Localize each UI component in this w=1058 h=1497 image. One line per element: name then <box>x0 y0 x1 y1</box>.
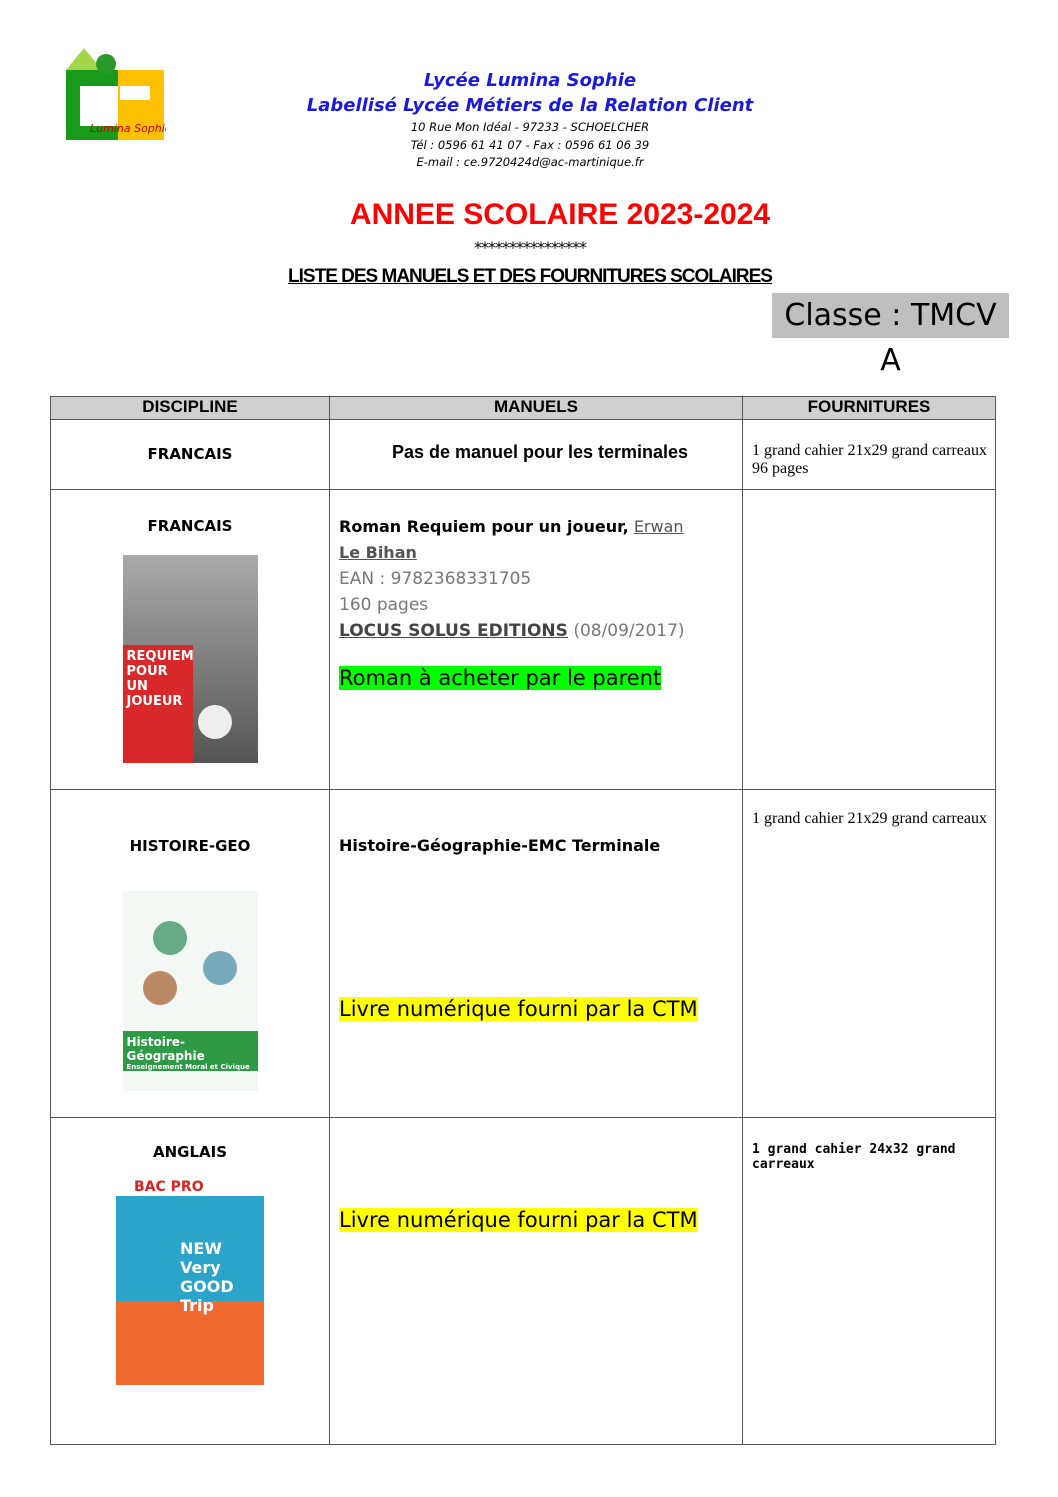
school-year: ANNEE SCOLAIRE 2023-2024 <box>349 198 771 231</box>
class-label: Classe : TMCV A <box>772 293 1009 338</box>
header-discipline: DISCIPLINE <box>51 397 330 420</box>
discipline-cell <box>51 1118 330 1445</box>
discipline: FRANCAIS <box>147 517 233 535</box>
school-email: E-mail : ce.9720424d@ac-martinique.fr <box>416 155 644 169</box>
fournitures: 1 grand cahier 21x29 grand carreaux <box>743 790 996 1118</box>
school-logo <box>62 46 166 142</box>
svg-text:Lumina Sophie: Lumina Sophie <box>90 122 166 135</box>
discipline: ANGLAIS <box>152 1143 228 1161</box>
author-link[interactable]: Erwan <box>633 517 684 536</box>
manuel-cell <box>330 490 743 790</box>
cover-title: REQUIEM POUR UN JOUEUR <box>123 645 193 763</box>
purchase-note: Roman à acheter par le parent <box>339 666 662 690</box>
cover-subtitle: NEW Very GOOD Trip <box>180 1239 234 1315</box>
manuel: Pas de manuel pour les terminales <box>330 420 743 490</box>
discipline-cell <box>51 490 330 790</box>
fournitures <box>743 490 996 790</box>
ctm-note: Livre numérique fourni par la CTM <box>339 1208 698 1232</box>
manuel-cell <box>330 1118 743 1445</box>
separator-stars: **************** <box>474 238 586 257</box>
book-title: Roman Requiem pour un joueur, <box>339 517 629 536</box>
discipline: FRANCAIS <box>147 445 233 463</box>
discipline: HISTOIRE-GEO <box>129 837 251 855</box>
school-address: 10 Rue Mon Idéal - 97233 - SCHOELCHER <box>410 120 650 134</box>
table-row <box>51 790 996 1118</box>
book-ean: EAN : 9782368331705 <box>339 569 532 589</box>
discipline-cell <box>51 420 330 490</box>
publish-date: (08/09/2017) <box>573 621 685 641</box>
table-row <box>51 420 996 490</box>
cover-title: BAC PRO <box>134 1179 204 1195</box>
discipline-cell <box>51 790 330 1118</box>
school-name: Lycée Lumina Sophie <box>423 70 637 91</box>
ctm-note: Livre numérique fourni par la CTM <box>339 997 698 1021</box>
book-pages: 160 pages <box>339 595 429 615</box>
school-phone: Tél : 0596 61 41 07 - Fax : 0596 61 06 39 <box>410 138 650 152</box>
book-title: Histoire-Géographie-EMC Terminale <box>339 836 661 855</box>
table-header <box>51 397 996 420</box>
table-row <box>51 1118 996 1445</box>
fournitures: 1 grand cahier 24x32 grand carreaux <box>743 1118 996 1445</box>
manuel-cell <box>330 790 743 1118</box>
fournitures: 1 grand cahier 21x29 grand carreaux 96 pages <box>743 420 996 490</box>
table-row <box>51 490 996 790</box>
cover-title: Histoire-Géographie <box>126 1035 205 1063</box>
list-title: LISTE DES MANUELS ET DES FOURNITURES SCOLAIRES <box>288 266 772 287</box>
book-cover <box>123 891 258 1091</box>
supplies-table <box>50 396 996 1445</box>
cover-subtitle: Enseignement Moral et Civique <box>126 1063 250 1071</box>
publisher-link[interactable]: LOCUS SOLUS EDITIONS <box>339 621 568 641</box>
school-label: Labellisé Lycée Métiers de la Relation Client <box>306 95 754 116</box>
author-link-last[interactable]: Le Bihan <box>339 543 417 562</box>
header-fournitures: FOURNITURES <box>743 397 996 420</box>
book-cover <box>123 555 258 763</box>
book-cover <box>116 1175 264 1385</box>
header-manuels: MANUELS <box>330 397 743 420</box>
